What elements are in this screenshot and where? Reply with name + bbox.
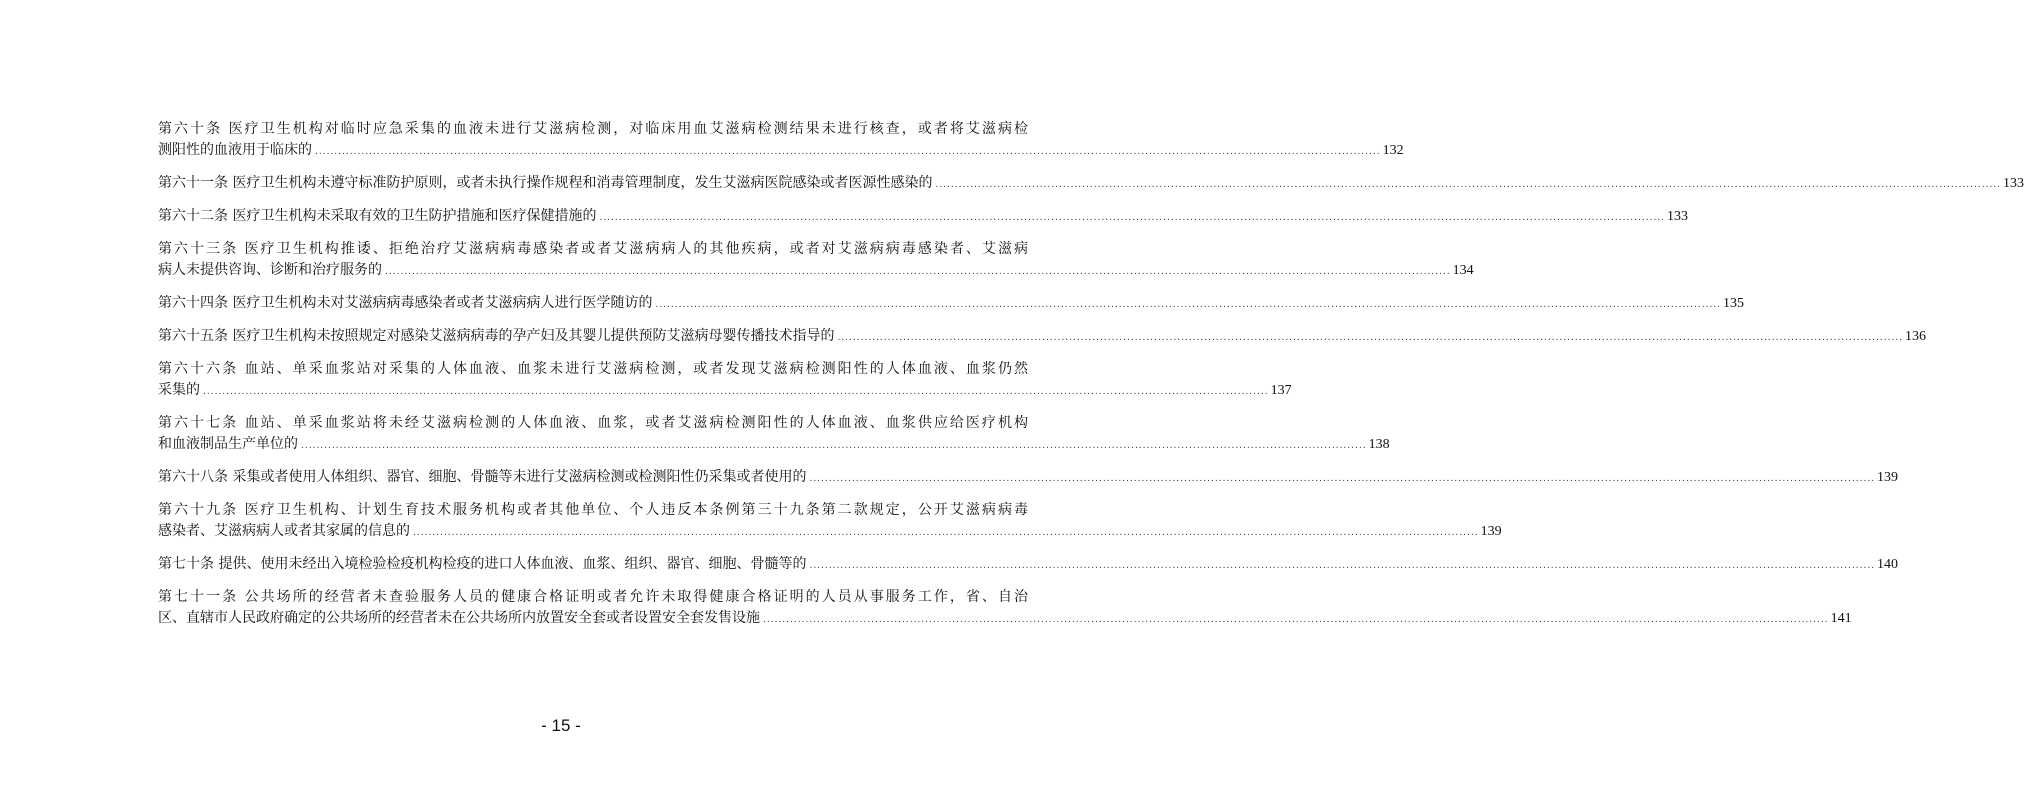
toc-entry-title: 和血液制品生产单位的 <box>158 436 298 452</box>
toc-entry-title: 采集的 <box>158 382 200 398</box>
toc-entry-title: 第六十二条 医疗卫生机构未采取有效的卫生防护措施和医疗保健措施的 <box>158 208 597 224</box>
toc-entry-title: 病人未提供咨询、诊断和治疗服务的 <box>158 262 382 278</box>
toc-entry-title: 测阳性的血液用于临床的 <box>158 142 312 158</box>
dot-leader <box>935 175 2001 196</box>
toc-entry-line: 第七十一条 公共场所的经营者未查验服务人员的健康合格证明或者允许未取得健康合格证明的人员从事服务工作，省、自治 <box>158 589 1028 605</box>
toc-entry-line: 第六十七条 血站、单采血浆站将未经艾滋病检测的人体血液、血浆，或者艾滋病检测阳性的人体血液、血浆供应给医疗机构 <box>158 415 1028 431</box>
toc-page-number: 141 <box>1830 611 1852 626</box>
dot-leader <box>763 610 1829 631</box>
toc-page-number: 136 <box>1905 329 1927 344</box>
table-of-contents <box>158 119 2024 641</box>
page-number: - 15 - <box>541 716 581 735</box>
toc-page-number: 135 <box>1723 296 1745 311</box>
toc-page-number: 139 <box>1480 524 1502 539</box>
toc-entry[interactable] <box>158 326 1927 349</box>
toc-entry[interactable] <box>158 587 1852 631</box>
toc-page-number: 137 <box>1270 383 1292 398</box>
toc-entry-line: 第六十九条 医疗卫生机构、计划生育技术服务机构或者其他单位、个人违反本条例第三十九条第二款规定，公开艾滋病病毒 <box>158 502 1028 518</box>
toc-entry[interactable] <box>158 359 1292 403</box>
dot-leader <box>413 523 1479 544</box>
toc-page-number: 134 <box>1452 263 1474 278</box>
toc-entry[interactable] <box>158 554 1899 577</box>
toc-entry-title: 第六十八条 采集或者使用人体组织、器官、细胞、骨髓等未进行艾滋病检测或检测阳性仍采集或者使用的 <box>158 469 807 485</box>
toc-page-number: 133 <box>2003 176 2024 191</box>
dot-leader <box>203 382 1269 403</box>
toc-entry[interactable] <box>158 119 1404 163</box>
toc-entry[interactable] <box>158 173 2024 196</box>
toc-page-number: 140 <box>1877 557 1899 572</box>
dot-leader <box>385 262 1451 283</box>
toc-entry-title: 第六十四条 医疗卫生机构未对艾滋病病毒感染者或者艾滋病病人进行医学随访的 <box>158 295 653 311</box>
toc-page-number: 139 <box>1877 470 1899 485</box>
toc-entry[interactable] <box>158 413 1390 457</box>
toc-entry-line: 第六十条 医疗卫生机构对临时应急采集的血液未进行艾滋病检测，对临床用血艾滋病检测结果未进行核查，或者将艾滋病检 <box>158 121 1028 137</box>
toc-entry-title: 第六十五条 医疗卫生机构未按照规定对感染艾滋病病毒的孕产妇及其婴儿提供预防艾滋病母婴传播技术指导的 <box>158 328 835 344</box>
toc-entry-title: 第六十一条 医疗卫生机构未遵守标准防护原则，或者未执行操作规程和消毒管理制度，发生艾滋病医院感染或者医源性感染的 <box>158 175 933 191</box>
dot-leader <box>315 142 1381 163</box>
toc-page-number: 132 <box>1382 143 1404 158</box>
toc-entry-title: 区、直辖市人民政府确定的公共场所的经营者未在公共场所内放置安全套或者设置安全套发售设施 <box>158 610 760 626</box>
dot-leader <box>809 556 1875 577</box>
dot-leader <box>301 436 1367 457</box>
toc-entry-line: 第六十三条 医疗卫生机构推诿、拒绝治疗艾滋病病毒感染者或者艾滋病病人的其他疾病，或者对艾滋病病毒感染者、艾滋病 <box>158 241 1028 257</box>
toc-page-number: 138 <box>1368 437 1390 452</box>
toc-page-number: 133 <box>1667 209 1689 224</box>
toc-entry-line: 第六十六条 血站、单采血浆站对采集的人体血液、血浆未进行艾滋病检测，或者发现艾滋病检测阳性的人体血液、血浆仍然 <box>158 361 1028 377</box>
toc-entry[interactable] <box>158 206 1689 229</box>
toc-entry[interactable] <box>158 293 1745 316</box>
dot-leader <box>809 469 1875 490</box>
dot-leader <box>837 328 1903 349</box>
toc-entry[interactable] <box>158 239 1474 283</box>
dot-leader <box>599 208 1665 229</box>
toc-entry[interactable] <box>158 467 1899 490</box>
toc-entry-title: 第七十条 提供、使用未经出入境检验检疫机构检疫的进口人体血液、血浆、组织、器官、细胞、骨髓等的 <box>158 556 807 572</box>
toc-entry-title: 感染者、艾滋病病人或者其家属的信息的 <box>158 523 410 539</box>
toc-entry[interactable] <box>158 500 1502 544</box>
dot-leader <box>655 295 1721 316</box>
